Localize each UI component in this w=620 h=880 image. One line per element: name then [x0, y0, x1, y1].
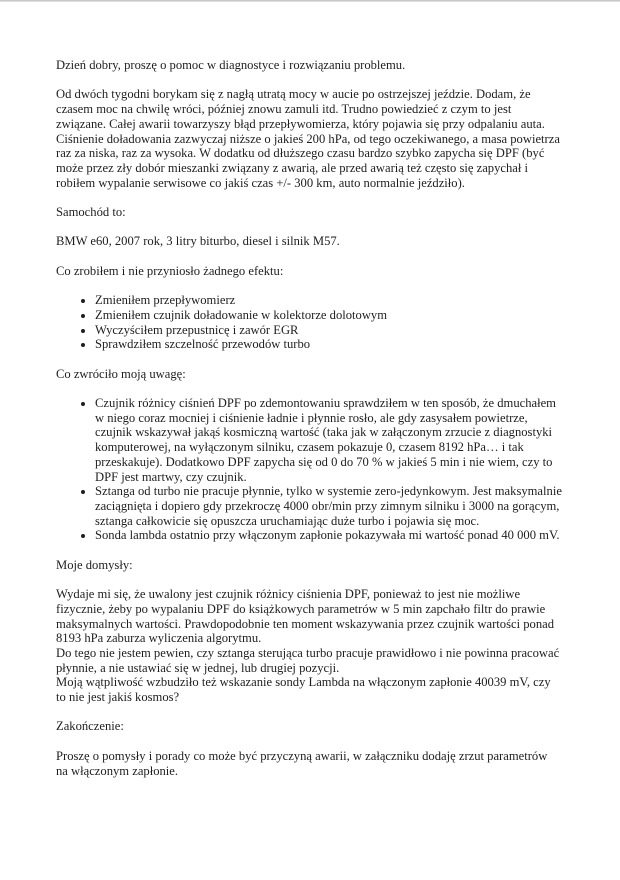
actions-heading: Co zrobiłem i nie przyniosło żadnego efektu: [56, 263, 284, 278]
guesses-line: Moją wątpliwość wzbudziło też wskazanie sondy Lambda na włączonym zapłonie 40039 mV, czy to nie jest jakiś kosmos? [56, 675, 551, 705]
greeting-line: Dzień dobry, proszę o pomoc w diagnostyce i rozwiązaniu problemu. [56, 58, 406, 72]
car-description: BMW e60, 2007 rok, 3 litry biturbo, diesel i silnik M57. [56, 234, 340, 249]
page-top-edge [0, 0, 620, 2]
list-item: • Zmieniłem przepływomierz [95, 293, 562, 308]
closing-paragraph: Proszę o pomysły i porady co może być przyczyną awarii, w załączniku dodaję zrzut parametrów na włączonym zapłonie. [56, 748, 548, 778]
observations-heading: Co zwróciło moją uwagę: [56, 366, 186, 381]
intro-paragraph: Od dwóch tygodni borykam się z nagłą utratą mocy w aucie po ostrzejszej jeździe. Dodam, że czasem moc na chwilę wróci, później znowu zamuli itd. Trudno powiedzieć z czym to jest związane. Całej awarii towarzyszy błąd przepływomierza, który pojawia się przy odpalaniu auta. Ciśnienie doładowania zazwyczaj niższe o jakieś 200 hPa, od tego oczekiwanego, a masa powietrza raz za niska, raz za wysoka. W dodatku od dłuższego czasu bardzo szybko zapycha się DPF (być może przez zły dobór mieszanki związany z awarią, ale przed awarią też często się zapychał i robiłem wypalanie serwisowe co jakiś czas +/- 300 km, auto normalnie jeździło). [56, 87, 560, 190]
list-item: • Sprawdziłem szczelność przewodów turbo [95, 337, 562, 352]
list-item: • Wyczyściłem przepustnicę i zawór EGR [95, 323, 562, 338]
guesses-line: Wydaje mi się, że uwalony jest czujnik różnicy ciśnienia DPF, ponieważ to jest nie możliwe fizycznie, żeby po wypalaniu DPF do książkowych parametrów w 5 min zapchało filtr do prawie maksymalnych wartości. Prawdopodobnie ten moment wskazywania przez czujnik wartości ponad 8193 hPa zaburza wyliczenia algorytmu. [56, 587, 555, 646]
guesses-line: Do tego nie jestem pewien, czy sztanga sterująca turbo pracuje prawidłowo i nie powinna pracować płynnie, a nie ustawiać się w jednej, lub drugiej pozycji. [56, 645, 560, 675]
list-item: • Sztanga od turbo nie pracuje płynnie, tylko w systemie zero-jedynkowym. Jest maksymalnie zaciągnięta i dopiero gdy przekroczę 4000 obr/min przy zimnym silniku i 3000 na gorącym, sztanga całkowicie się opuszcza uruchamiając duże turbo i pojawia się moc. [95, 484, 562, 528]
list-item: • Sonda lambda ostatnio przy włączonym zapłonie pokazywała mi wartość ponad 40 000 mV. [95, 528, 562, 543]
guesses-heading: Moje domysły: [56, 557, 133, 572]
car-heading: Samochód to: [56, 205, 126, 219]
list-item: • Zmieniłem czujnik doładowanie w kolektorze dolotowym [95, 308, 562, 323]
list-item: • Czujnik różnicy ciśnień DPF po zdemontowaniu sprawdziłem w ten sposób, że dmuchałem w niego coraz mocniej i ciśnienie ładnie i płynnie rosło, ale gdy zasysałem powietrze, czujnik wskazywał jakąś kosmiczną wartość (taka jak w załączonym zrzucie z diagnostyki komputerowej, na wyłączonym silniku, czasem pokazuje 0, czasem 8192 hPa… i tak przeskakuje). Dodatkowo DPF zapycha się od 0 do 70 % w jakieś 5 min i nie wiem, czy to DPF jest martwy, czy czujnik. [95, 396, 562, 484]
actions-list [56, 293, 562, 352]
guesses-paragraph [56, 587, 562, 705]
observations-list [56, 396, 562, 543]
closing-heading: Zakończenie: [56, 719, 124, 734]
